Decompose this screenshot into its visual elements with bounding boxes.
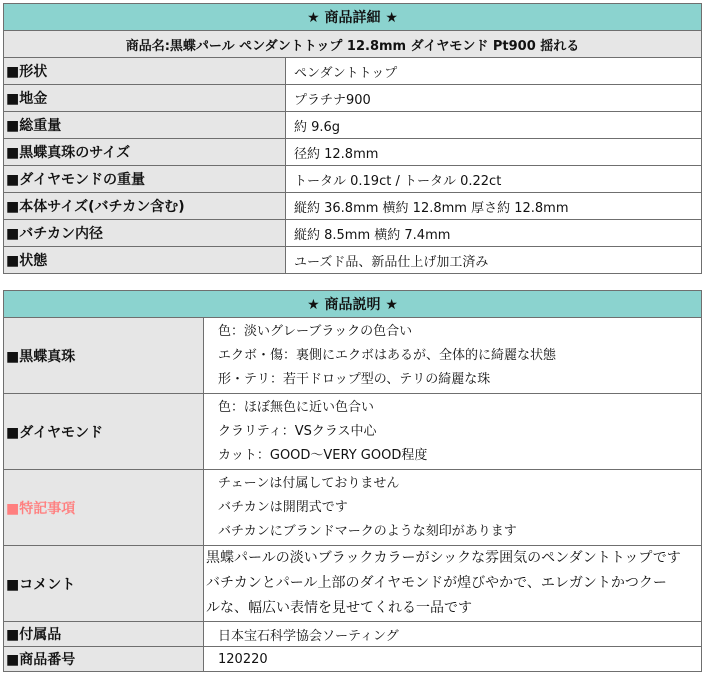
desc-row-accessories — [4, 622, 702, 647]
desc-line: チェーンは付属しておりません — [218, 475, 400, 491]
detail-label: ■黒蝶真珠のサイズ — [4, 139, 286, 166]
detail-label: ■ダイヤモンドの重量 — [4, 166, 286, 193]
desc-line: 形・テリ：若干ドロップ型の、テリの綺麗な珠 — [218, 371, 491, 387]
desc-label: ■ダイヤモンド — [4, 394, 204, 470]
desc-line: ルな、幅広い表情を見せてくれる一品です — [206, 600, 472, 616]
desc-value — [204, 546, 702, 622]
description-header: ★ 商品説明 ★ — [4, 291, 702, 318]
desc-value: 日本宝石科学協会ソーティング — [204, 622, 702, 647]
desc-line: クラリティ：VSクラス中心 — [218, 423, 377, 439]
desc-line: バチカンは開閉式です — [218, 499, 348, 515]
desc-line: エクボ・傷：裏側にエクボはあるが、全体的に綺麗な状態 — [218, 347, 557, 363]
detail-value: トータル 0.19ct / トータル 0.22ct — [286, 166, 702, 193]
desc-row-product-number — [4, 647, 702, 672]
desc-line: バチカンとパール上部のダイヤモンドが煌びやかで、エレガントかつクー — [206, 575, 667, 591]
detail-value: 径約 12.8mm — [286, 139, 702, 166]
desc-value — [204, 394, 702, 470]
desc-line: バチカンにブランドマークのような刻印があります — [218, 523, 517, 539]
desc-row-comment — [4, 546, 702, 622]
product-name: 商品名:黒蝶パール ペンダントトップ 12.8mm ダイヤモンド Pt900 揺れる — [4, 31, 702, 58]
desc-label: ■コメント — [4, 546, 204, 622]
detail-label: ■バチカン内径 — [4, 220, 286, 247]
detail-value: プラチナ900 — [286, 85, 702, 112]
detail-label: ■本体サイズ(バチカン含む) — [4, 193, 286, 220]
desc-line: 色：ほぼ無色に近い色合い — [218, 399, 375, 415]
product-description-table — [3, 290, 702, 672]
detail-value: ペンダントトップ — [286, 58, 702, 85]
detail-value: 縦約 8.5mm 横約 7.4mm — [286, 220, 702, 247]
desc-label: ■黒蝶真珠 — [4, 318, 204, 394]
detail-label: ■形状 — [4, 58, 286, 85]
detail-label: ■状態 — [4, 247, 286, 274]
detail-row-bail-inner — [4, 220, 702, 247]
desc-value — [204, 470, 702, 546]
detail-row-weight — [4, 112, 702, 139]
desc-line: 黒蝶パールの淡いブラックカラーがシックな雰囲気のペンダントトップです — [206, 550, 681, 566]
product-details-table — [3, 3, 702, 274]
detail-row-shape — [4, 58, 702, 85]
desc-line: カット：GOOD～VERY GOOD程度 — [218, 447, 428, 463]
details-header: ★ 商品詳細 ★ — [4, 4, 702, 31]
detail-value: 縦約 36.8mm 横約 12.8mm 厚さ約 12.8mm — [286, 193, 702, 220]
desc-value: 120220 — [204, 647, 702, 672]
desc-label: ■付属品 — [4, 622, 204, 647]
desc-label: ■商品番号 — [4, 647, 204, 672]
detail-value: 約 9.6g — [286, 112, 702, 139]
detail-value: ユーズド品、新品仕上げ加工済み — [286, 247, 702, 274]
desc-row-diamond — [4, 394, 702, 470]
desc-row-pearl — [4, 318, 702, 394]
detail-row-body-size — [4, 193, 702, 220]
desc-row-special-notes — [4, 470, 702, 546]
detail-label: ■地金 — [4, 85, 286, 112]
detail-label: ■総重量 — [4, 112, 286, 139]
detail-row-diamond-weight — [4, 166, 702, 193]
desc-value — [204, 318, 702, 394]
detail-row-condition — [4, 247, 702, 274]
desc-line: 色：淡いグレーブラックの色合い — [218, 323, 413, 339]
desc-label: ■特記事項 — [4, 470, 204, 546]
detail-row-metal — [4, 85, 702, 112]
detail-row-pearl-size — [4, 139, 702, 166]
